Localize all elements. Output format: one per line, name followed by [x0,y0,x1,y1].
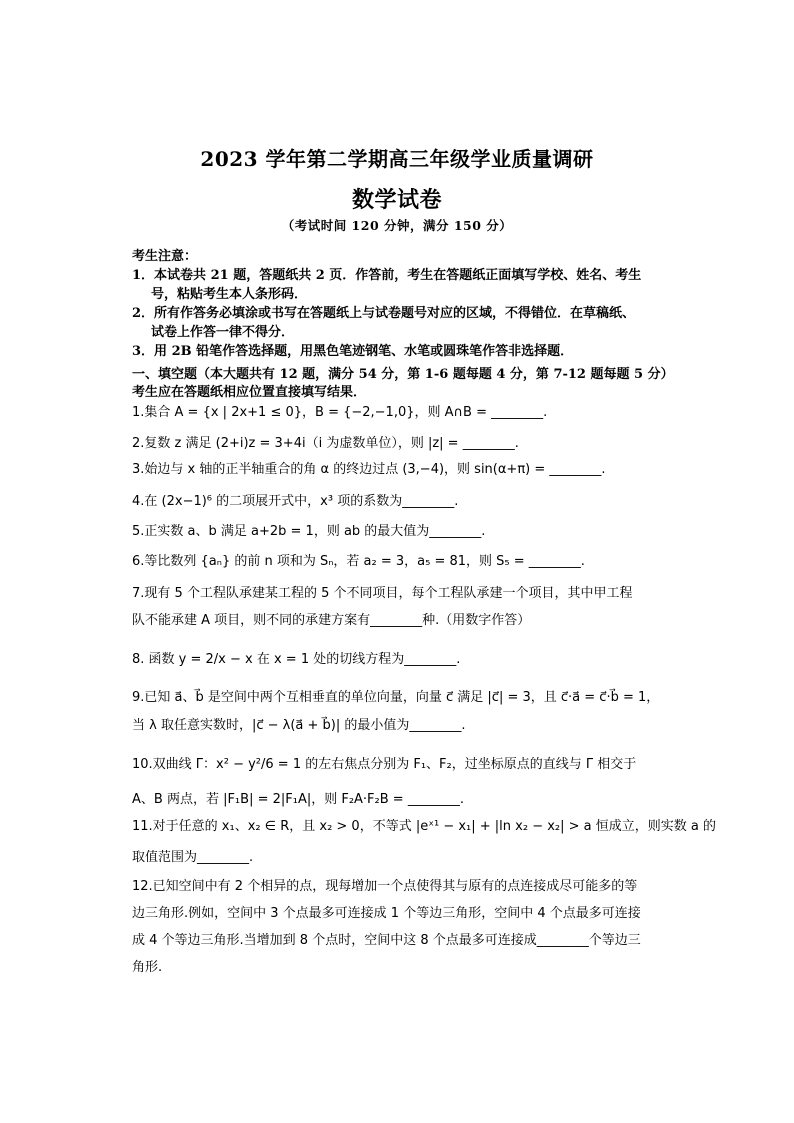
question-10-cont: A、B 两点，若 |F₁B| = 2|F₁A|，则 F₂A·F₂B = ________. [132,792,464,807]
question-2: 2.复数 z 满足 (2+i)z = 3+4i（i 为虚数单位），则 |z| = ________. [132,436,519,451]
section-instruction: 考生应在答题纸相应位置直接填写结果． [132,385,367,400]
question-6: 6.等比数列 {aₙ} 的前 n 项和为 Sₙ，若 a₂ = 3，a₅ = 81，则 S₅ = ________. [132,554,585,569]
notice-item: 2．所有作答务必填涂或书写在答题纸上与试卷题号对应的区域，不得错位．在草稿纸、 [132,306,636,321]
question-11-cont: 取值范围为________. [132,850,254,865]
question-12-cont: 边三角形.例如，空间中 3 个点最多可连接成 1 个等边三角形，空间中 4 个点最多可连接 [132,906,641,921]
question-4: 4.在 (2x−1)⁶ 的二项展开式中，x³ 项的系数为________. [132,494,459,509]
question-9-cont: 当 λ 取任意实数时，|c⃗ − λ(a⃗ + b⃗)| 的最小值为________. [132,718,466,733]
question-7: 7.现有 5 个工程队承建某工程的 5 个不同项目，每个工程队承建一个项目，其中甲工程 [132,586,633,601]
notice-item: 3．用 2B 铅笔作答选择题，用黑色笔迹钢笔、水笔或圆珠笔作答非选择题． [132,344,574,359]
question-10: 10.双曲线 Γ：x² − y²/6 = 1 的左右焦点分别为 F₁、F₂，过坐标原点的直线与 Γ 相交于 [132,757,637,772]
question-12-cont: 成 4 个等边三角形.当增加到 8 个点时，空间中这 8 个点最多可连接成________个等边三 [132,933,641,948]
question-8: 8. 函数 y = 2/x − x 在 x = 1 处的切线方程为________. [132,652,461,667]
question-1: 1.集合 A = {x | 2x+1 ≤ 0}，B = {−2,−1,0}，则 A∩B = ________. [132,405,548,420]
question-12-cont: 角形. [132,960,163,975]
notice-item: 1．本试卷共 21 题，答题纸共 2 页．作答前，考生在答题纸正面填写学校、姓名、考生 [132,268,642,283]
notice-heading: 考生注意： [132,249,198,264]
notice-item: 试卷上作答一律不得分． [151,325,295,340]
question-5: 5.正实数 a、b 满足 a+2b = 1，则 ab 的最大值为________. [132,524,486,539]
question-9: 9.已知 a⃗、b⃗ 是空间中两个互相垂直的单位向量，向量 c⃗ 满足 |c⃗| = 3，且 c⃗·a⃗ = c⃗·b⃗ = 1， [132,690,660,705]
exam-info: （考试时间 120 分钟，满分 150 分） [281,218,513,233]
question-12: 12.已知空间中有 2 个相异的点，现每增加一个点使得其与原有的点连接成尽可能多的等 [132,879,638,894]
section-heading: 一、填空题（本大题共有 12 题，满分 54 分，第 1-6 题每题 4 分，第 7-12 题每题 5 分） [132,367,674,382]
question-11: 11.对于任意的 x₁、x₂ ∈ R，且 x₂ > 0，不等式 |eˣ¹ − x₁| + |ln x₂ − x₂| > a 恒成立，则实数 a 的 [132,819,716,834]
page-title: 2023 学年第二学期高三年级学业质量调研 [200,147,594,171]
page-subtitle: 数学试卷 [351,187,442,213]
question-3: 3.始边与 x 轴的正半轴重合的角 α 的终边过点 (3,−4)，则 sin(α+π) = ________. [132,462,606,477]
question-7-cont: 队不能承建 A 项目，则不同的承建方案有________种.（用数字作答） [132,613,531,628]
notice-item: 号，粘贴考生本人条形码． [151,287,308,302]
